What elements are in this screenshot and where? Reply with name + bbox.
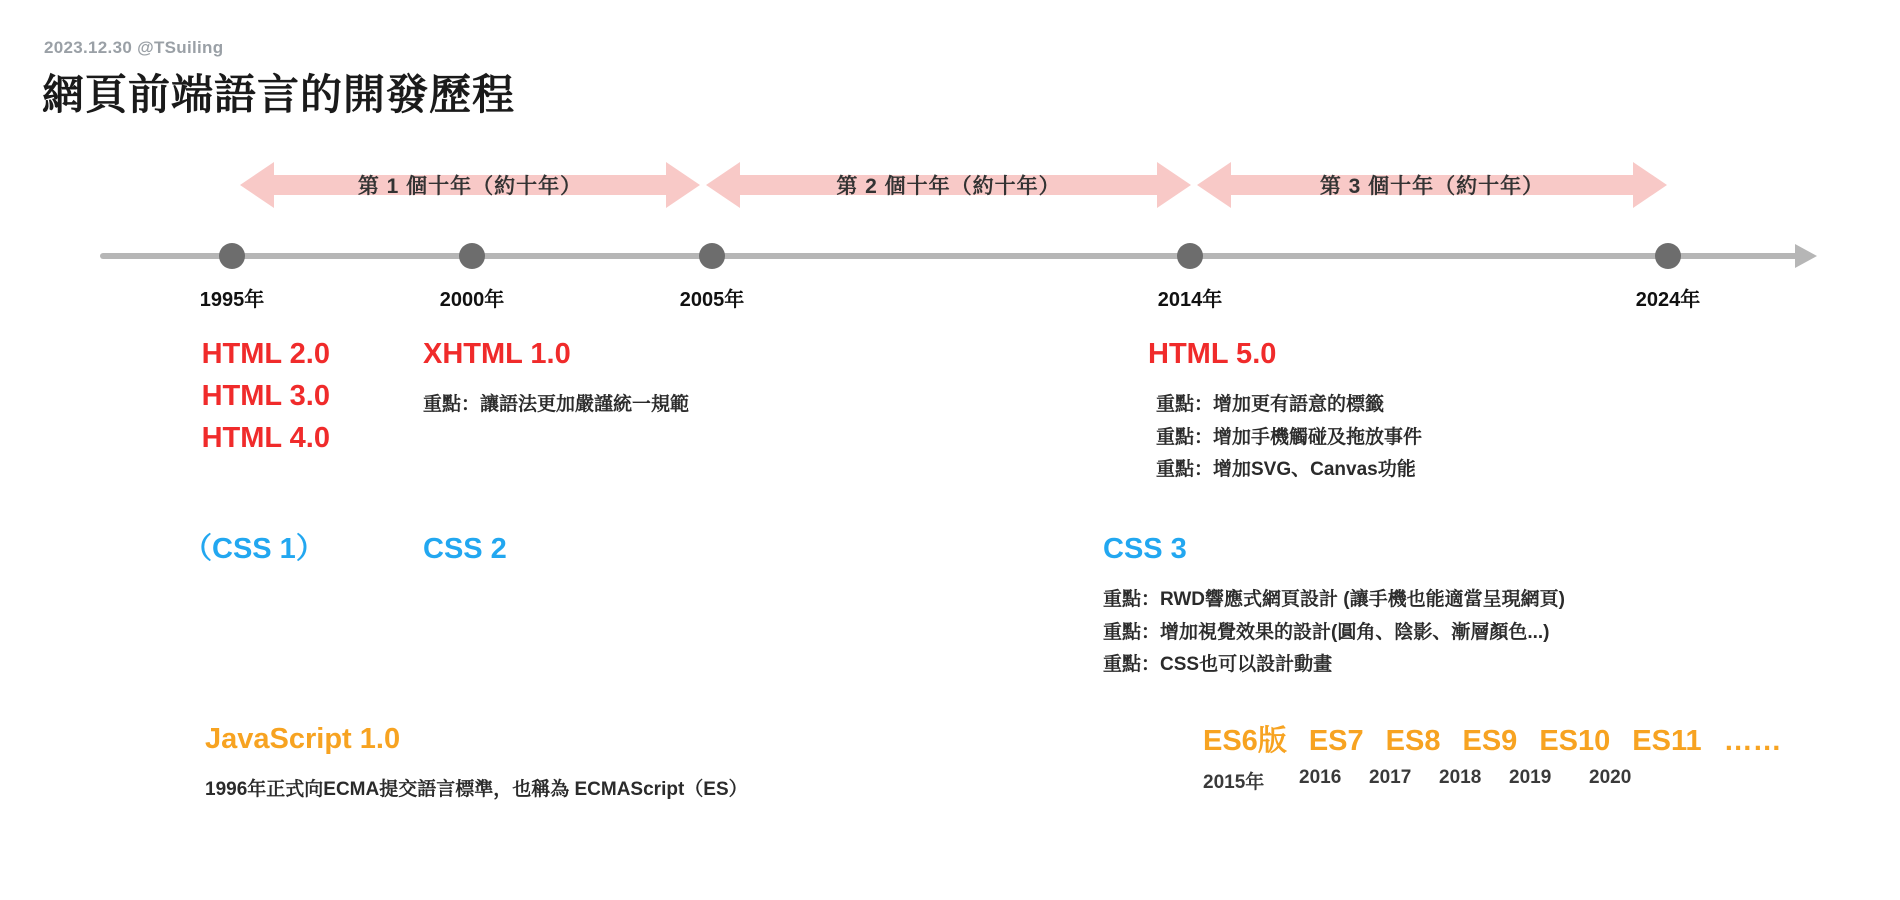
html-version-4: HTML 4.0 [201, 422, 330, 455]
es-version-es10: ES10 [1539, 725, 1611, 757]
javascript-title: JavaScript 1.0 [205, 723, 401, 755]
es-version-row [1203, 718, 1782, 759]
decade-2-label: 第 2 個十年（約十年） [836, 175, 1061, 198]
css3-group [1103, 528, 1565, 682]
timeline-year-2014: 2014年 [1157, 289, 1223, 311]
author-meta: 2023.12.30 @TSuiling [44, 38, 224, 57]
es-version-es7: ES7 [1308, 725, 1364, 757]
timeline-year-2024: 2024年 [1635, 289, 1701, 311]
timeline-axis [100, 253, 1800, 259]
decade-bar-group [0, 158, 1900, 214]
es-year-2020: 2020 [1589, 767, 1632, 788]
es-year-2018: 2018 [1439, 767, 1482, 788]
html5-title: HTML 5.0 [1148, 338, 1277, 370]
timeline-year-2000: 2000年 [439, 289, 505, 311]
es-version-es9: ES9 [1462, 725, 1518, 757]
timeline-year-1995: 1995年 [199, 289, 265, 311]
css1-group [183, 528, 325, 570]
css3-title: CSS 3 [1103, 533, 1187, 565]
timeline-arrow-icon [1795, 244, 1817, 268]
decade-2 [706, 158, 1191, 212]
es-year-2016: 2016 [1299, 767, 1342, 788]
xhtml-note: 重點：讓語法更加嚴謹統一規範 [423, 394, 690, 416]
xhtml-group [423, 333, 689, 422]
css3-note-1: 重點：RWD響應式網頁設計 (讓手機也能適當呈現網頁) [1103, 589, 1565, 611]
timeline-year-2005: 2005年 [679, 289, 745, 311]
timeline-node-2005 [699, 243, 725, 269]
es-version-es6: ES6版 [1203, 725, 1287, 757]
es-version-es11: ES11 [1632, 725, 1702, 757]
timeline-node-2024 [1655, 243, 1681, 269]
es-versions-group [1203, 718, 1782, 794]
xhtml-title: XHTML 1.0 [423, 338, 571, 370]
html5-note-2: 重點：增加手機觸碰及拖放事件 [1156, 426, 1423, 448]
es-year-2015: 2015年 [1203, 772, 1265, 793]
es-year-2019: 2019 [1509, 767, 1552, 788]
es-year-row [1203, 767, 1782, 794]
css2-title: CSS 2 [423, 533, 507, 565]
html-version-2: HTML 2.0 [201, 338, 330, 370]
decade-1 [240, 158, 700, 212]
css3-note-2: 重點：增加視覺效果的設計(圓角、陰影、漸層顏色...) [1103, 621, 1550, 643]
css1-title: （CSS 1） [183, 533, 325, 565]
html-versions-group [80, 333, 330, 459]
css3-note-3: 重點：CSS也可以設計動畫 [1103, 654, 1333, 676]
html-version-3: HTML 3.0 [201, 380, 330, 413]
html5-group [1148, 333, 1422, 487]
javascript-note: 1996年正式向ECMA提交語言標準，也稱為 ECMAScript（ES） [205, 779, 748, 801]
timeline-node-1995 [219, 243, 245, 269]
html5-note-3: 重點：增加SVG、Canvas功能 [1156, 459, 1416, 481]
decade-3-label: 第 3 個十年（約十年） [1319, 175, 1545, 198]
es-version-ellipsis: …… [1723, 725, 1782, 757]
decade-3 [1197, 158, 1667, 212]
timeline-node-2014 [1177, 243, 1203, 269]
timeline-node-2000 [459, 243, 485, 269]
decade-1-label: 第 1 個十年（約十年） [357, 175, 583, 198]
es-year-2017: 2017 [1369, 767, 1412, 788]
page-title: 網頁前端語言的開發歷程 [42, 71, 516, 118]
es-version-es8: ES8 [1385, 725, 1441, 757]
html5-note-1: 重點：增加更有語意的標籤 [1156, 394, 1385, 416]
javascript-group [205, 718, 748, 807]
css2-group [423, 528, 507, 570]
